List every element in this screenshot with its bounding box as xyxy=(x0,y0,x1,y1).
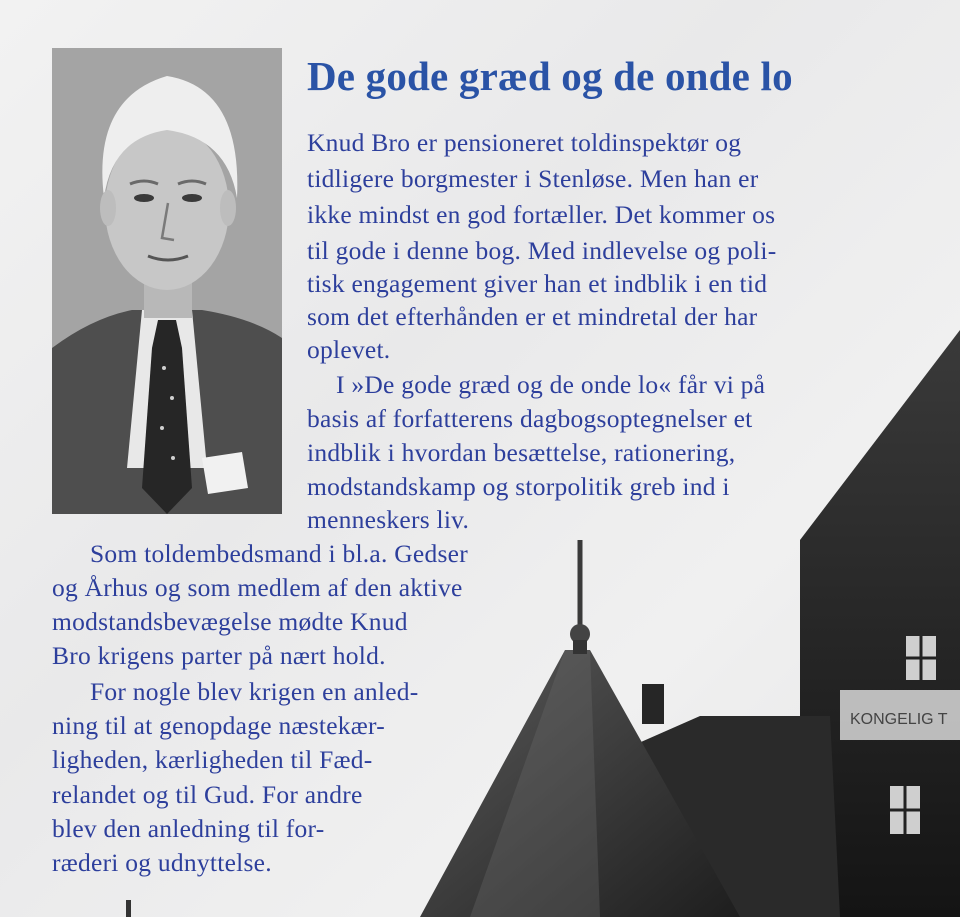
text-line: indblik i hvordan besættelse, rationering, xyxy=(307,438,736,467)
text-line: oplevet. xyxy=(307,335,391,364)
text-line: Som toldembedsmand i bl.a. Gedser xyxy=(90,539,468,568)
text-line: tidligere borgmester i Stenløse. Men han er xyxy=(307,164,759,193)
text-line: til gode i denne bog. Med indlevelse og poli- xyxy=(307,236,777,265)
text-line: tisk engagement giver han et indblik i en tid xyxy=(307,269,768,298)
text-line: blev den anledning til for- xyxy=(52,814,325,843)
text-line: I »De gode græd og de onde lo« får vi på xyxy=(336,370,766,399)
text-line: ikke mindst en god fortæller. Det kommer os xyxy=(307,200,776,229)
text-line: modstandsbevægelse mødte Knud xyxy=(52,607,408,636)
text-line: modstandskamp og storpolitik greb ind i xyxy=(307,472,730,501)
building-sign: KONGELIG T xyxy=(850,711,948,728)
text-line: relandet og til Gud. For andre xyxy=(52,780,363,809)
text-line: ning til at genopdage næstekær- xyxy=(52,711,386,740)
author-portrait xyxy=(52,48,282,514)
text-line: ræderi og udnyttelse. xyxy=(52,848,272,877)
text-line: basis af forfatterens dagbogsoptegnelser et xyxy=(307,404,753,433)
text-line: Knud Bro er pensioneret toldinspektør og xyxy=(307,128,742,157)
text-line: menneskers liv. xyxy=(307,505,470,534)
text-line: ligheden, kærligheden til Fæd- xyxy=(52,745,373,774)
text-line: og Århus og som medlem af den aktive xyxy=(52,573,463,602)
text-line: Bro krigens parter på nært hold. xyxy=(52,641,386,670)
text-line: For nogle blev krigen en anled- xyxy=(90,677,419,706)
book-title: De gode græd og de onde lo xyxy=(307,53,793,99)
text-line: som det efterhånden er et mindretal der har xyxy=(307,302,758,331)
